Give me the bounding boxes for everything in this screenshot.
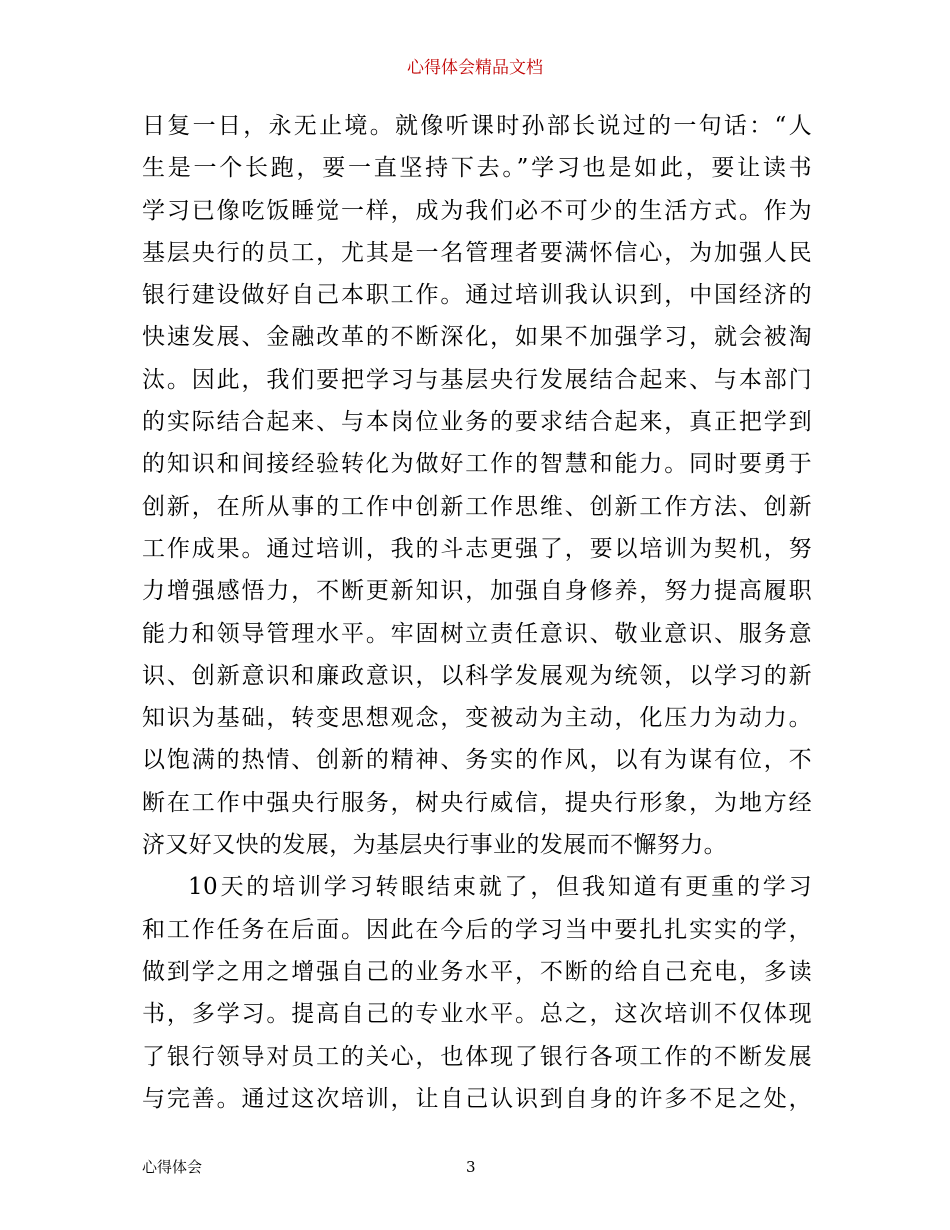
text-line: 书，多学习。提高自己的专业水平。总之，这次培训不仅体现 <box>142 1001 812 1028</box>
footer-label: 心得体会 <box>142 1158 203 1176</box>
text-line: 学习已像吃饭睡觉一样，成为我们必不可少的生活方式。作为 <box>142 197 812 224</box>
text-line: 快速发展、金融改革的不断深化，如果不加强学习，就会被淘 <box>142 324 812 351</box>
page-number: 3 <box>466 1158 476 1176</box>
text-line: 的知识和间接经验转化为做好工作的智慧和能力。同时要勇于 <box>142 451 812 478</box>
text-line: 力增强感悟力，不断更新知识，加强自身修养，努力提高履职 <box>142 578 812 605</box>
text-line: 济又好又快的发展，为基层央行事业的发展而不懈努力。 <box>142 832 727 859</box>
page-header-title: 心得体会精品文档 <box>407 58 543 78</box>
text-line: 知识为基础，转变思想观念，变被动为主动，化压力为动力。 <box>142 705 812 732</box>
text-line: 的实际结合起来、与本岗位业务的要求结合起来，真正把学到 <box>142 409 812 436</box>
text-line: 与完善。通过这次培训，让自己认识到自身的许多不足之处， <box>142 1085 812 1112</box>
text-line: 和工作任务在后面。因此在今后的学习当中要扎扎实实的学， <box>142 916 812 943</box>
text-line: 创新，在所从事的工作中创新工作思维、创新工作方法、创新 <box>142 493 812 520</box>
text-line: 识、创新意识和廉政意识，以科学发展观为统领，以学习的新 <box>142 662 812 689</box>
text-line: 做到学之用之增强自己的业务水平，不断的给自己充电，多读 <box>142 958 812 985</box>
text-line: 了银行领导对员工的关心，也体现了银行各项工作的不断发展 <box>142 1043 812 1070</box>
text-line: 能力和领导管理水平。牢固树立责任意识、敬业意识、服务意 <box>142 620 812 647</box>
text-line: 银行建设做好自己本职工作。通过培训我认识到，中国经济的 <box>142 282 812 309</box>
body-text <box>142 105 812 1120</box>
text-line: 生是一个长跑，要一直坚持下去。”学习也是如此，要让读书 <box>142 155 812 182</box>
text-line: 基层央行的员工，尤其是一名管理者要满怀信心，为加强人民 <box>142 239 812 266</box>
text-line: 断在工作中强央行服务，树央行威信，提央行形象，为地方经 <box>142 789 812 816</box>
text-line: 工作成果。通过培训，我的斗志更强了，要以培训为契机，努 <box>142 535 812 562</box>
text-line: 汰。因此，我们要把学习与基层央行发展结合起来、与本部门 <box>142 366 812 393</box>
text-line: 日复一日，永无止境。就像听课时孙部长说过的一句话：“人 <box>142 113 812 139</box>
text-line: 以饱满的热情、创新的精神、务实的作风，以有为谋有位，不 <box>142 747 812 774</box>
text-line-paragraph-start: 10天的培训学习转眼结束就了，但我知道有更重的学习 <box>188 874 812 901</box>
